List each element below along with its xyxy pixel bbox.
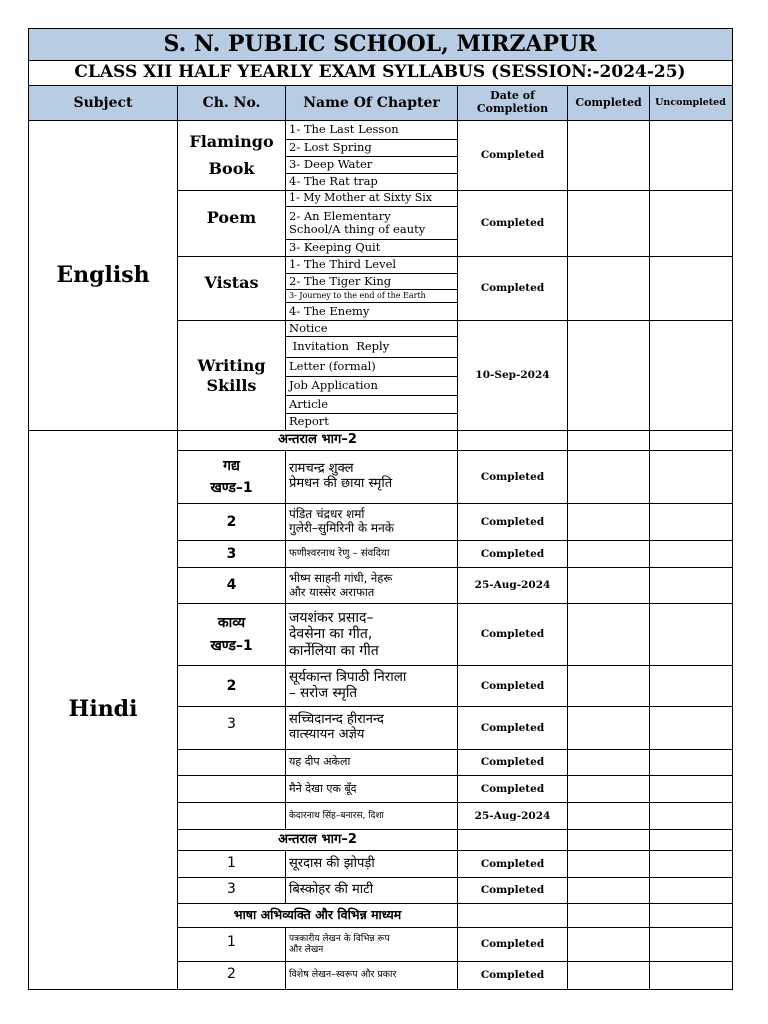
chapter-item: 2- Lost Spring (289, 140, 372, 155)
status-text: Completed (480, 547, 545, 560)
chapter-item: विशेष लेखन–स्वरूप और प्रकार (289, 969, 397, 981)
chapter-item: यह दीप अकेला (289, 755, 351, 769)
col-header-chno: Ch. No. (202, 94, 261, 111)
status-text: Completed (480, 857, 545, 870)
chapter-number: 3 (227, 715, 236, 732)
section-vistas: Vistas (204, 273, 259, 293)
status-text: 25-Aug-2024 (474, 579, 551, 592)
chapter-number: 3 (226, 545, 237, 562)
status-text: Completed (480, 217, 545, 230)
chapter-item: 2- An Elementary School/A thing of eauty (289, 208, 426, 236)
chapter-item: सूर्यकान्त त्रिपाठी निराला – सरोज स्मृति (289, 669, 407, 701)
col-header-uncompleted: Uncompleted (655, 96, 726, 108)
chapter-number: 2 (227, 965, 236, 982)
status-text: 10-Sep-2024 (475, 369, 550, 382)
syllabus-title: CLASS XII HALF YEARLY EXAM SYLLABUS (SESSION:-2024-25) (74, 62, 686, 83)
chapter-item: पंडित चंद्रधर शर्मा गुलेरी–सुमिरिनी के मनके (289, 507, 394, 535)
status-text: Completed (480, 679, 545, 692)
col-header-date: Date of Completion (476, 89, 549, 115)
chapter-item: सूरदास की झोपड़ी (289, 855, 375, 871)
chapter-item: पत्रकारीय लेखन के विभिन्न रूप और लेखन (289, 934, 390, 955)
chapter-item: मैने देखा एक बूँद (289, 781, 357, 795)
section-gadya: गद्य खण्ड–1 (210, 457, 253, 496)
chapter-number: 1 (227, 854, 236, 871)
school-name: S. N. PUBLIC SCHOOL, MIRZAPUR (163, 30, 597, 57)
col-header-chapter: Name Of Chapter (303, 94, 440, 111)
status-text: 25-Aug-2024 (474, 809, 551, 822)
col-header-subject: Subject (73, 94, 133, 111)
chapter-item: 1- The Third Level (289, 257, 397, 272)
subject-english: English (56, 261, 150, 288)
chapter-item: Invitation Reply (289, 339, 390, 354)
chapter-item: 3- Deep Water (289, 157, 373, 172)
section-writing-skills: Writing Skills (197, 355, 266, 395)
chapter-item: 3- Keeping Quit (289, 240, 381, 255)
section-title: अन्तराल भाग–2 (278, 831, 357, 847)
status-text: Completed (480, 884, 545, 897)
chapter-item: 4- The Enemy (289, 303, 370, 318)
section-title: अन्तराल भाग–2 (278, 432, 357, 448)
chapter-item: Letter (formal) (289, 359, 376, 374)
chapter-item: फणीश्वरनाथ रेणु – संवदिया (289, 548, 390, 560)
status-text: Completed (480, 149, 545, 162)
chapter-item: बिस्कोहर की माटी (289, 882, 374, 898)
chapter-item: 1- The Last Lesson (289, 122, 399, 137)
status-text: Completed (480, 470, 545, 483)
chapter-item: केदारनाथ सिंह–बनारस, दिशा (289, 810, 384, 821)
chapter-item: भीष्म साहनी गांधी, नेहरू और यास्सेर अराफात (289, 571, 393, 599)
section-poem: Poem (206, 208, 257, 228)
chapter-item: 3- Journey to the end of the Earth (289, 291, 426, 301)
chapter-item: 1- My Mother at Sixty Six (289, 191, 432, 205)
status-text: Completed (480, 515, 545, 528)
col-header-completed: Completed (575, 95, 642, 109)
chapter-item: सच्चिदानन्द हीरानन्द वात्स्यायन अज्ञेय (289, 712, 384, 742)
chapter-number: 1 (227, 933, 236, 950)
chapter-item: Notice (289, 320, 328, 335)
status-text: Completed (480, 282, 545, 295)
chapter-number: 2 (226, 513, 237, 530)
chapter-number: 3 (227, 880, 236, 897)
section-flamingo: Flamingo Book (189, 132, 274, 178)
status-text: Completed (480, 756, 545, 769)
chapter-item: रामचन्द्र शुक्ल प्रेमधन की छाया स्मृति (289, 461, 393, 491)
chapter-item: 4- The Rat trap (289, 174, 378, 189)
chapter-item: Job Application (289, 378, 378, 393)
chapter-item: 2- The Tiger King (289, 273, 392, 288)
subject-hindi: Hindi (68, 696, 138, 723)
section-kavya: काव्य खण्ड–1 (210, 615, 253, 654)
chapter-item: जयशंकर प्रसाद– देवसेना का गीत, कार्नेलिया का गीत (289, 610, 379, 659)
chapter-item: Article (289, 396, 329, 411)
status-text: Completed (480, 782, 545, 795)
status-text: Completed (480, 628, 545, 641)
status-text: Completed (480, 969, 545, 982)
status-text: Completed (480, 938, 545, 951)
section-title: भाषा अभिव्यक्ति और विभिन्न माध्यम (233, 907, 402, 923)
chapter-item: Report (289, 414, 329, 429)
chapter-number: 4 (226, 577, 237, 594)
chapter-number: 2 (226, 677, 237, 694)
status-text: Completed (480, 721, 545, 734)
